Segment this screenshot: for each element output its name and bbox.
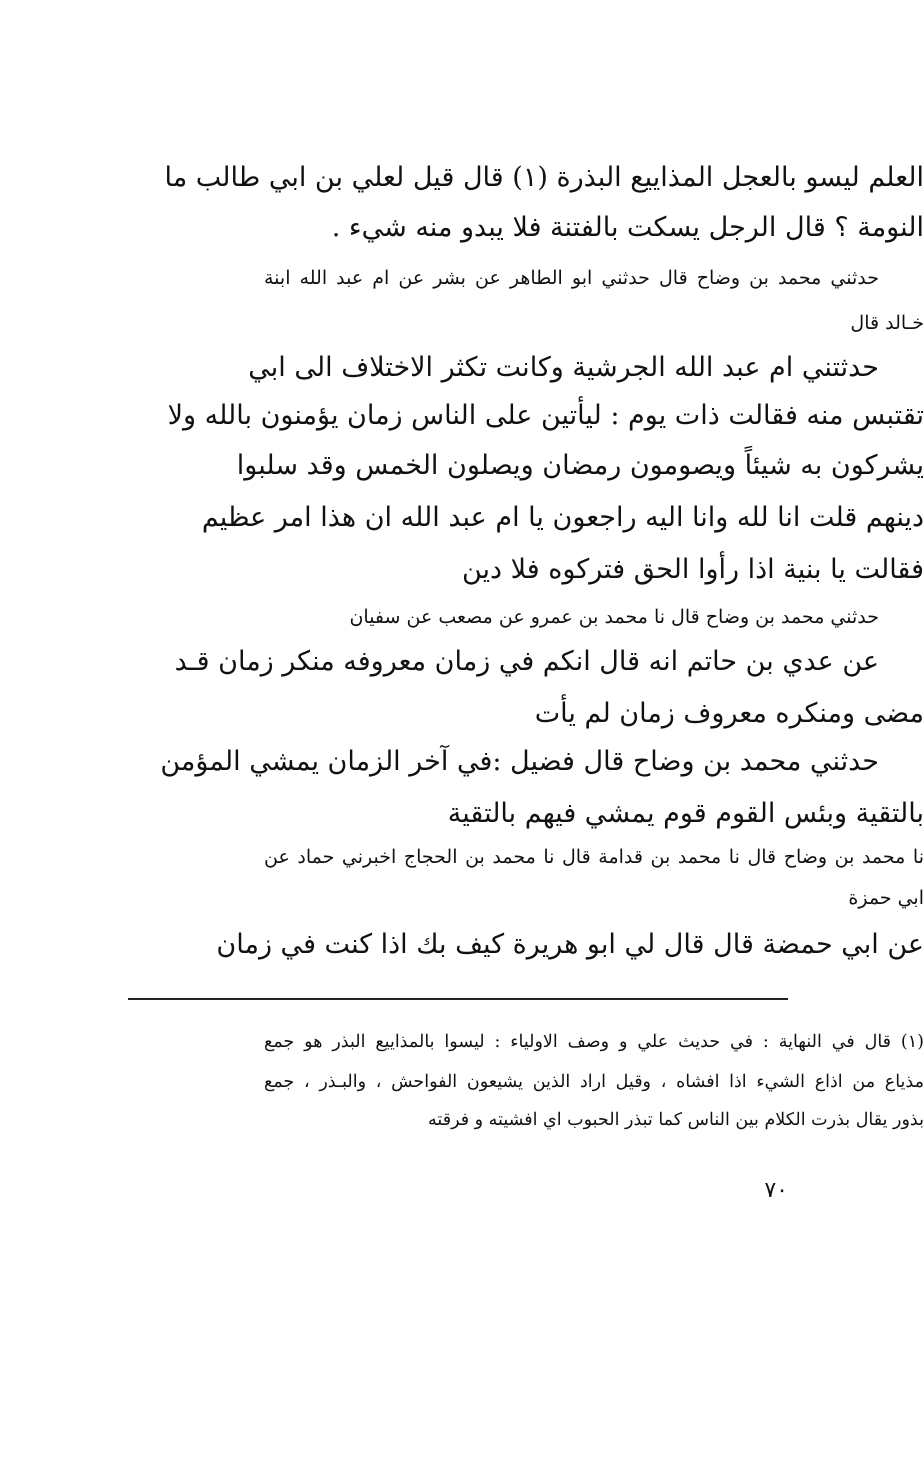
footnote-line-1: (١) قال في النهاية : في حديث علي و وصف الاولياء : ليسوا بالمذاييع البذر هو جمع <box>264 1032 924 1052</box>
footnote-divider <box>128 998 788 1000</box>
text-line-1: العلم ليسو بالعجل المذاييع البذرة (١) قال قيل لعلي بن ابي طالب ما <box>164 162 924 193</box>
text-line-5: يشركون به شيئاً ويصومون رمضان ويصلون الخمس وقد سلبوا <box>236 450 924 481</box>
text-line-10: حدثني محمد بن وضاح قال فضيل :في آخر الزمان يمشي المؤمن <box>160 746 879 777</box>
text-line-8: عن عدي بن حاتم انه قال انكم في زمان معروفه منكر زمان قـد <box>174 646 879 677</box>
text-line-4: تقتبس منه فقالت ذات يوم : ليأتين على الناس زمان يؤمنون بالله ولا <box>167 400 924 431</box>
text-line-6: دينهم قلت انا لله وانا اليه راجعون يا ام عبد الله ان هذا امر عظيم <box>201 502 924 533</box>
footnote-line-2: مذياع من اذاع الشيء اذا افشاه ، وقيل اراد الذين يشيعون الفواحش ، والبـذر ، جمع <box>264 1072 924 1092</box>
isnad-line-2: خـالد قال <box>850 312 924 334</box>
isnad-line-4: نا محمد بن وضاح قال نا محمد بن قدامة قال نا محمد بن الحجاج اخبرني حماد عن <box>264 846 924 868</box>
isnad-line-1: حدثني محمد بن وضاح قال حدثني ابو الطاهر عن بشر عن ام عبد الله ابنة <box>264 267 879 289</box>
isnad-line-3: حدثني محمد بن وضاح قال نا محمد بن عمرو عن مصعب عن سفيان <box>349 606 879 628</box>
text-line-3: حدثتني ام عبد الله الجرشية وكانت تكثر الاختلاف الى ابي <box>248 352 879 383</box>
isnad-line-5: ابي حمزة <box>848 887 924 909</box>
page-number: ٧٠ <box>764 1178 788 1203</box>
footnote-line-3: بذور يقال بذرت الكلام بين الناس كما تبذر الحبوب اي افشيته و فرقته <box>428 1110 924 1130</box>
text-line-12: عن ابي حمضة قال قال لي ابو هريرة كيف بك اذا كنت في زمان <box>216 929 924 960</box>
text-line-11: بالتقية وبئس القوم قوم يمشي فيهم بالتقية <box>447 798 924 829</box>
text-line-7: فقالت يا بنية اذا رأوا الحق فتركوه فلا دين <box>461 554 924 585</box>
text-line-9: مضى ومنكره معروف زمان لم يأت <box>534 698 924 729</box>
text-line-2: النومة ؟ قال الرجل يسكت بالفتنة فلا يبدو منه شيء . <box>331 212 924 243</box>
